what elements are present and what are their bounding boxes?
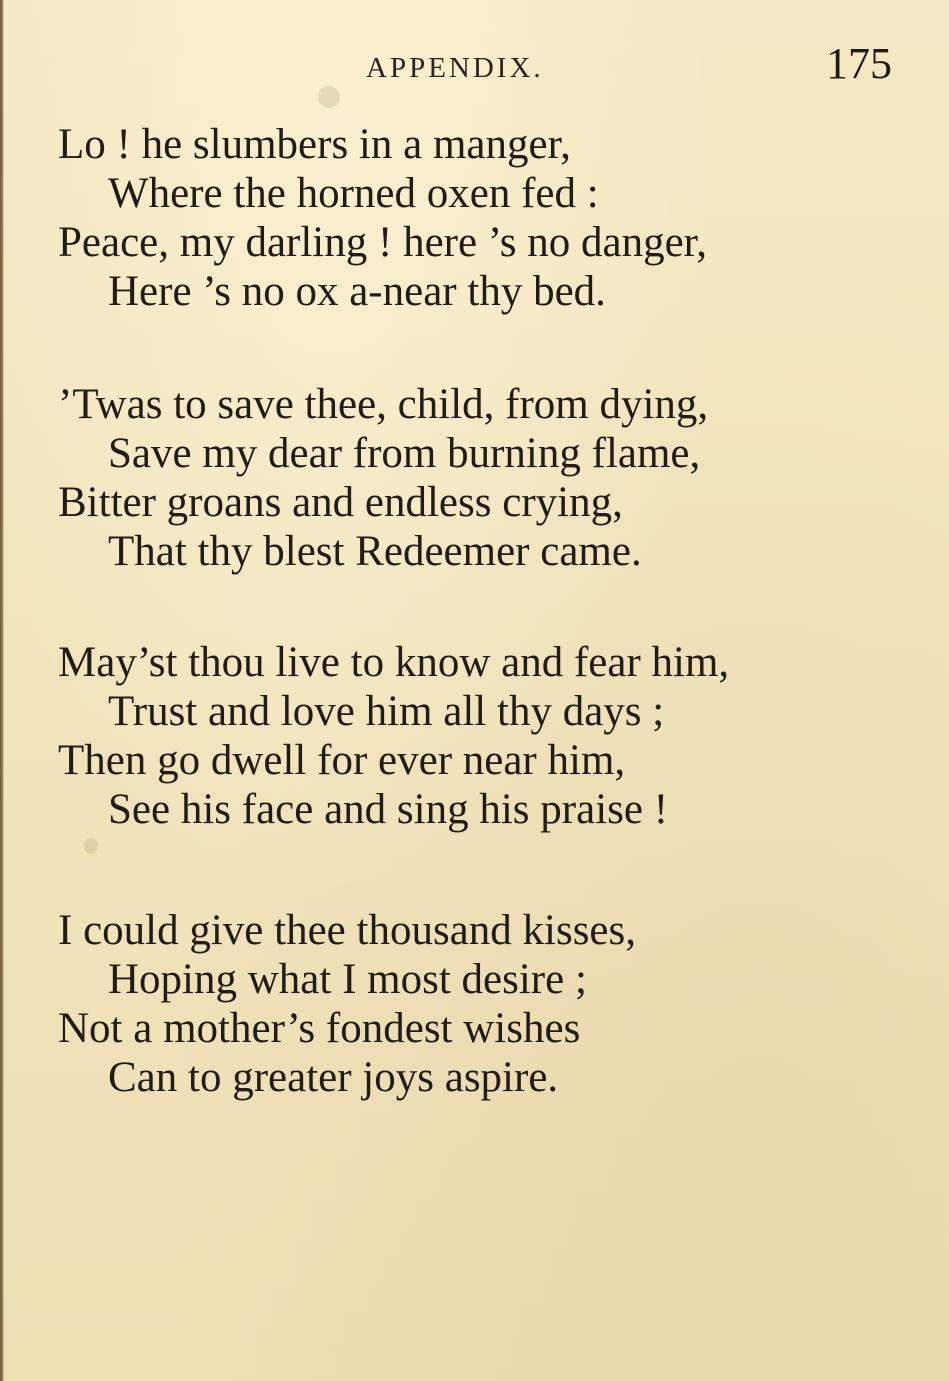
stanza xyxy=(58,638,918,834)
paper-stain xyxy=(84,838,98,854)
verse-line: Hoping what I most desire ; xyxy=(108,956,587,1003)
verse-line: Lo ! he slumbers in a manger, xyxy=(58,121,571,168)
page-number: 175 xyxy=(826,39,892,88)
verse-line: Then go dwell for ever near him, xyxy=(58,737,626,784)
verse-line: Can to greater joys aspire. xyxy=(108,1054,559,1101)
running-head: APPENDIX. xyxy=(366,52,544,84)
stanza xyxy=(58,120,918,316)
verse-line: May’st thou live to know and fear him, xyxy=(58,639,730,686)
verse-line: Peace, my darling ! here ’s no danger, xyxy=(58,219,708,266)
verse-line: Where the horned oxen fed : xyxy=(108,170,599,217)
verse-line: Save my dear from burning flame, xyxy=(108,430,701,477)
stanza xyxy=(58,380,918,576)
page-edge xyxy=(0,0,4,1381)
verse-line: I could give thee thousand kisses, xyxy=(58,907,637,954)
stanza xyxy=(58,906,918,1102)
verse-line: Trust and love him all thy days ; xyxy=(108,688,665,735)
verse-line: See his face and sing his praise ! xyxy=(108,786,669,833)
verse-line: Bitter groans and endless crying, xyxy=(58,479,623,526)
verse-line: ’Twas to save thee, child, from dying, xyxy=(58,381,709,428)
verse-line: Not a mother’s fondest wishes xyxy=(58,1005,581,1052)
verse-line: That thy blest Redeemer came. xyxy=(108,528,642,575)
verse-line: Here ’s no ox a-near thy bed. xyxy=(108,268,606,315)
paper-stain xyxy=(318,86,340,108)
